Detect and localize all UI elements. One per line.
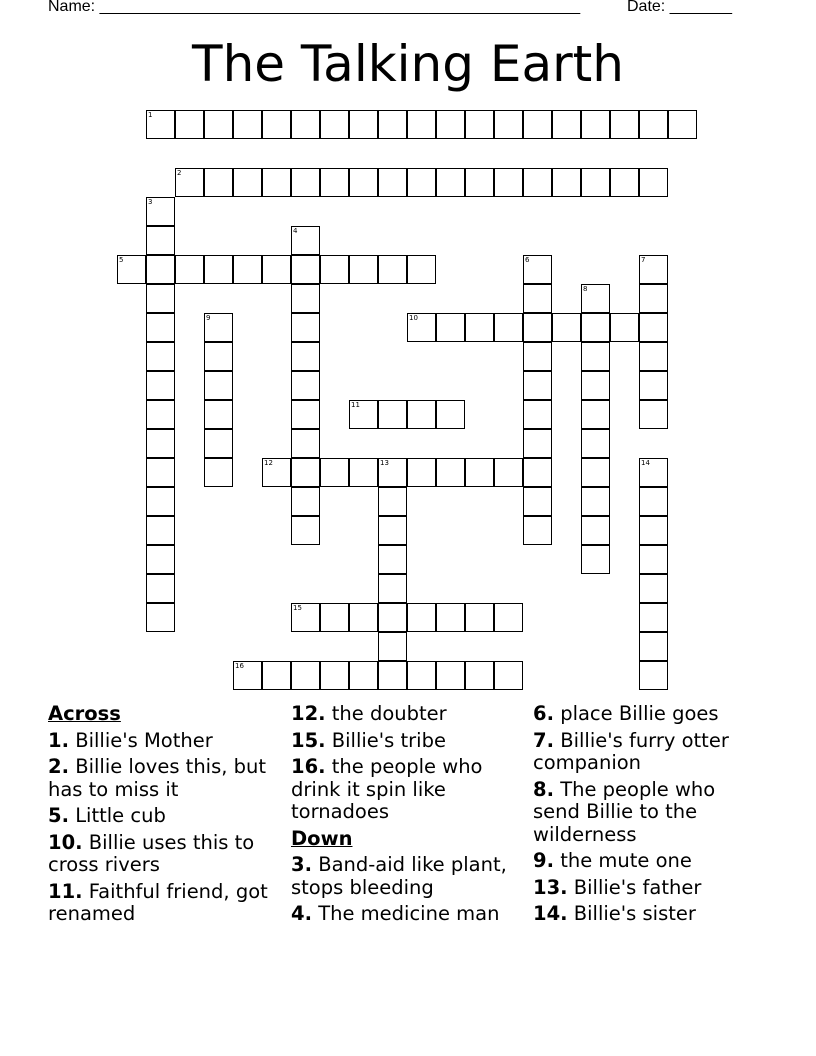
clue-number-label: 5	[119, 256, 124, 264]
grid-cell[interactable]	[465, 603, 494, 632]
grid-cell[interactable]	[320, 603, 349, 632]
grid-cell[interactable]	[610, 110, 639, 139]
clue-text: Billie uses this to cross rivers	[48, 830, 255, 876]
clue-column-1	[48, 703, 288, 930]
grid-cell[interactable]	[523, 371, 552, 400]
clue-number: 3.	[291, 853, 312, 876]
grid-cell[interactable]	[320, 255, 349, 284]
clue-text: the doubter	[331, 702, 447, 725]
grid-cell[interactable]	[291, 603, 320, 632]
grid-cell[interactable]	[436, 313, 465, 342]
page-title: The Talking Earth	[192, 35, 624, 93]
grid-cell[interactable]	[320, 661, 349, 690]
clue-down-13	[533, 877, 753, 900]
clue-number-label: 6	[525, 256, 530, 264]
clue-across-10	[48, 832, 288, 877]
grid-cell[interactable]	[378, 487, 407, 516]
grid-cell[interactable]	[581, 110, 610, 139]
grid-cell[interactable]	[436, 168, 465, 197]
grid-cell[interactable]	[349, 603, 378, 632]
grid-cell[interactable]	[639, 574, 668, 603]
grid-cell[interactable]	[552, 313, 581, 342]
clue-down-14	[533, 903, 753, 926]
grid-cell[interactable]	[407, 313, 436, 342]
clue-number-label: 12	[264, 459, 273, 467]
clue-text: Billie's father	[573, 875, 702, 899]
clue-number-label: 10	[409, 314, 418, 322]
grid-cell[interactable]	[436, 400, 465, 429]
grid-cell[interactable]	[378, 603, 407, 632]
grid-cell[interactable]	[581, 545, 610, 574]
grid-cell[interactable]	[407, 168, 436, 197]
grid-cell[interactable]	[320, 168, 349, 197]
grid-cell[interactable]	[494, 313, 523, 342]
grid-cell[interactable]	[146, 574, 175, 603]
grid-cell[interactable]	[581, 371, 610, 400]
grid-cell[interactable]	[639, 110, 668, 139]
grid-cell[interactable]	[407, 255, 436, 284]
grid-cell[interactable]	[378, 400, 407, 429]
clue-number: 16.	[291, 755, 326, 778]
grid-cell[interactable]	[610, 313, 639, 342]
clue-down-4	[291, 903, 531, 926]
grid-cell[interactable]	[523, 429, 552, 458]
grid-cell[interactable]	[146, 516, 175, 545]
grid-cell[interactable]	[262, 255, 291, 284]
clue-number-label: 9	[206, 314, 211, 322]
grid-cell[interactable]	[378, 255, 407, 284]
clue-number-label: 13	[380, 459, 389, 467]
grid-cell[interactable]	[581, 429, 610, 458]
clue-number: 4.	[291, 902, 312, 925]
clue-number: 5.	[48, 804, 69, 827]
grid-cell[interactable]	[436, 603, 465, 632]
grid-cell[interactable]	[204, 110, 233, 139]
grid-cell[interactable]	[494, 458, 523, 487]
grid-cell[interactable]	[320, 110, 349, 139]
grid-cell[interactable]	[204, 400, 233, 429]
clue-number-label: 2	[177, 169, 182, 177]
across-heading: Across	[48, 702, 121, 725]
grid-cell[interactable]	[349, 168, 378, 197]
grid-cell[interactable]	[291, 226, 320, 255]
grid-cell[interactable]	[523, 516, 552, 545]
grid-cell[interactable]	[378, 110, 407, 139]
grid-cell[interactable]	[291, 429, 320, 458]
clue-column-3	[533, 703, 753, 930]
grid-cell[interactable]	[262, 458, 291, 487]
grid-cell[interactable]	[494, 661, 523, 690]
clue-number: 6.	[533, 702, 554, 725]
clue-text: Little cub	[75, 804, 166, 827]
grid-cell[interactable]	[146, 371, 175, 400]
clue-across-16	[291, 756, 531, 824]
grid-cell[interactable]	[146, 429, 175, 458]
grid-cell[interactable]	[639, 284, 668, 313]
grid-cell[interactable]	[581, 516, 610, 545]
grid-cell[interactable]	[523, 400, 552, 429]
grid-cell[interactable]	[407, 458, 436, 487]
grid-cell[interactable]	[639, 400, 668, 429]
grid-cell[interactable]	[581, 168, 610, 197]
grid-cell[interactable]	[436, 458, 465, 487]
grid-cell[interactable]	[639, 661, 668, 690]
clue-number: 9.	[533, 849, 554, 872]
clue-text: Billie's furry otter companion	[533, 728, 729, 774]
grid-cell[interactable]	[639, 342, 668, 371]
grid-cell[interactable]	[639, 371, 668, 400]
grid-cell[interactable]	[523, 110, 552, 139]
grid-cell[interactable]	[233, 661, 262, 690]
grid-cell[interactable]	[291, 458, 320, 487]
grid-cell[interactable]	[262, 661, 291, 690]
grid-cell[interactable]	[146, 226, 175, 255]
grid-cell[interactable]	[291, 516, 320, 545]
clue-text: The medicine man	[318, 902, 500, 925]
grid-cell[interactable]	[378, 168, 407, 197]
grid-cell[interactable]	[581, 400, 610, 429]
grid-cell[interactable]	[639, 313, 668, 342]
grid-cell[interactable]	[204, 429, 233, 458]
grid-cell[interactable]	[639, 168, 668, 197]
clue-number-label: 7	[641, 256, 646, 264]
grid-cell[interactable]	[146, 603, 175, 632]
clue-across-5	[48, 805, 288, 828]
clue-down-9	[533, 850, 753, 873]
grid-cell[interactable]	[291, 661, 320, 690]
grid-cell[interactable]	[233, 110, 262, 139]
clue-text: Faithful friend, got renamed	[48, 879, 268, 925]
grid-cell[interactable]	[146, 284, 175, 313]
grid-cell[interactable]	[378, 574, 407, 603]
grid-cell[interactable]	[378, 545, 407, 574]
grid-cell[interactable]	[146, 400, 175, 429]
grid-cell[interactable]	[233, 255, 262, 284]
clue-text: the people who drink it spin like tornadoes	[291, 755, 483, 823]
clue-number: 13.	[533, 875, 568, 899]
clue-number: 1.	[48, 728, 69, 752]
grid-cell[interactable]	[639, 632, 668, 661]
clue-down-8	[533, 779, 753, 847]
grid-cell[interactable]	[465, 110, 494, 139]
clue-number-label: 1	[148, 111, 153, 119]
clue-number-label: 3	[148, 198, 153, 206]
clue-down-6	[533, 703, 753, 726]
clue-number-label: 16	[235, 662, 244, 670]
grid-cell[interactable]	[523, 487, 552, 516]
grid-cell[interactable]	[378, 516, 407, 545]
clue-number: 15.	[291, 728, 326, 752]
grid-cell[interactable]	[146, 110, 175, 139]
grid-cell[interactable]	[146, 255, 175, 284]
grid-cell[interactable]	[204, 342, 233, 371]
grid-cell[interactable]	[349, 255, 378, 284]
clue-number: 2.	[48, 755, 69, 778]
clue-number-label: 15	[293, 604, 302, 612]
grid-cell[interactable]	[291, 487, 320, 516]
grid-cell[interactable]	[146, 487, 175, 516]
grid-cell[interactable]	[378, 661, 407, 690]
clue-number: 14.	[533, 902, 568, 925]
clue-across-11	[48, 881, 288, 926]
grid-cell[interactable]	[291, 313, 320, 342]
grid-cell[interactable]	[291, 400, 320, 429]
grid-cell[interactable]	[378, 458, 407, 487]
grid-cell[interactable]	[204, 255, 233, 284]
grid-cell[interactable]	[523, 284, 552, 313]
grid-cell[interactable]	[407, 661, 436, 690]
grid-cell[interactable]	[465, 661, 494, 690]
grid-cell[interactable]	[233, 168, 262, 197]
grid-cell[interactable]	[639, 603, 668, 632]
grid-cell[interactable]	[639, 458, 668, 487]
grid-cell[interactable]	[291, 284, 320, 313]
grid-cell[interactable]	[291, 255, 320, 284]
clue-text: Billie loves this, but has to miss it	[48, 755, 267, 801]
grid-cell[interactable]	[349, 110, 378, 139]
clue-across-2	[48, 756, 288, 801]
grid-cell[interactable]	[523, 255, 552, 284]
clue-text: Band-aid like plant, stops bleeding	[291, 853, 507, 899]
clue-number-label: 11	[351, 401, 360, 409]
grid-cell[interactable]	[146, 458, 175, 487]
name-field[interactable]: Name: ______________________________________________________	[48, 0, 581, 15]
clue-down-7	[533, 730, 753, 775]
clue-number: 11.	[48, 879, 83, 903]
grid-cell[interactable]	[523, 458, 552, 487]
grid-cell[interactable]	[610, 168, 639, 197]
down-heading: Down	[291, 826, 353, 850]
grid-cell[interactable]	[465, 313, 494, 342]
grid-cell[interactable]	[175, 168, 204, 197]
date-field[interactable]: Date: _______	[627, 0, 732, 15]
grid-cell[interactable]	[552, 168, 581, 197]
clue-text: Billie's Mother	[75, 728, 213, 752]
clue-across-12	[291, 703, 531, 726]
grid-cell[interactable]	[262, 168, 291, 197]
clue-number: 8.	[533, 777, 554, 801]
clue-across-1	[48, 730, 288, 753]
grid-cell[interactable]	[523, 342, 552, 371]
grid-cell[interactable]	[639, 545, 668, 574]
clue-text: Billie's tribe	[331, 728, 446, 752]
clue-text: the mute one	[560, 849, 692, 872]
grid-cell[interactable]	[494, 168, 523, 197]
grid-cell[interactable]	[146, 197, 175, 226]
grid-cell[interactable]	[175, 110, 204, 139]
grid-cell[interactable]	[639, 516, 668, 545]
grid-cell[interactable]	[291, 342, 320, 371]
grid-cell[interactable]	[494, 603, 523, 632]
grid-cell[interactable]	[581, 284, 610, 313]
grid-cell[interactable]	[320, 458, 349, 487]
grid-cell[interactable]	[465, 168, 494, 197]
grid-cell[interactable]	[494, 110, 523, 139]
grid-cell[interactable]	[378, 632, 407, 661]
clue-number-label: 4	[293, 227, 298, 235]
grid-cell[interactable]	[552, 110, 581, 139]
clue-down-3	[291, 854, 531, 899]
clue-number-label: 8	[583, 285, 588, 293]
grid-cell[interactable]	[349, 661, 378, 690]
grid-cell[interactable]	[639, 487, 668, 516]
clue-text: place Billie goes	[560, 702, 719, 725]
grid-cell[interactable]	[523, 168, 552, 197]
grid-cell[interactable]	[639, 255, 668, 284]
clue-text: The people who send Billie to the wilderness	[533, 777, 716, 846]
clue-number: 7.	[533, 728, 554, 752]
clue-text: Billie's sister	[573, 902, 696, 925]
clue-across-15	[291, 730, 531, 753]
grid-cell[interactable]	[581, 313, 610, 342]
grid-cell[interactable]	[407, 400, 436, 429]
grid-cell[interactable]	[436, 661, 465, 690]
grid-cell[interactable]	[204, 168, 233, 197]
grid-cell[interactable]	[175, 255, 204, 284]
grid-cell[interactable]	[523, 313, 552, 342]
grid-cell[interactable]	[204, 371, 233, 400]
grid-cell[interactable]	[436, 110, 465, 139]
grid-cell[interactable]	[204, 458, 233, 487]
grid-cell[interactable]	[581, 342, 610, 371]
grid-cell[interactable]	[349, 458, 378, 487]
grid-cell[interactable]	[668, 110, 697, 139]
grid-cell[interactable]	[349, 400, 378, 429]
clue-number: 12.	[291, 702, 326, 725]
grid-cell[interactable]	[581, 487, 610, 516]
clue-number-label: 14	[641, 459, 650, 467]
clue-column-2	[291, 703, 531, 930]
grid-cell[interactable]	[407, 110, 436, 139]
grid-cell[interactable]	[291, 168, 320, 197]
grid-cell[interactable]	[204, 313, 233, 342]
grid-cell[interactable]	[291, 110, 320, 139]
grid-cell[interactable]	[465, 458, 494, 487]
grid-cell[interactable]	[146, 313, 175, 342]
grid-cell[interactable]	[146, 545, 175, 574]
grid-cell[interactable]	[407, 603, 436, 632]
clue-number: 10.	[48, 830, 83, 854]
grid-cell[interactable]	[262, 110, 291, 139]
grid-cell[interactable]	[581, 458, 610, 487]
grid-cell[interactable]	[146, 342, 175, 371]
grid-cell[interactable]	[117, 255, 146, 284]
grid-cell[interactable]	[291, 371, 320, 400]
